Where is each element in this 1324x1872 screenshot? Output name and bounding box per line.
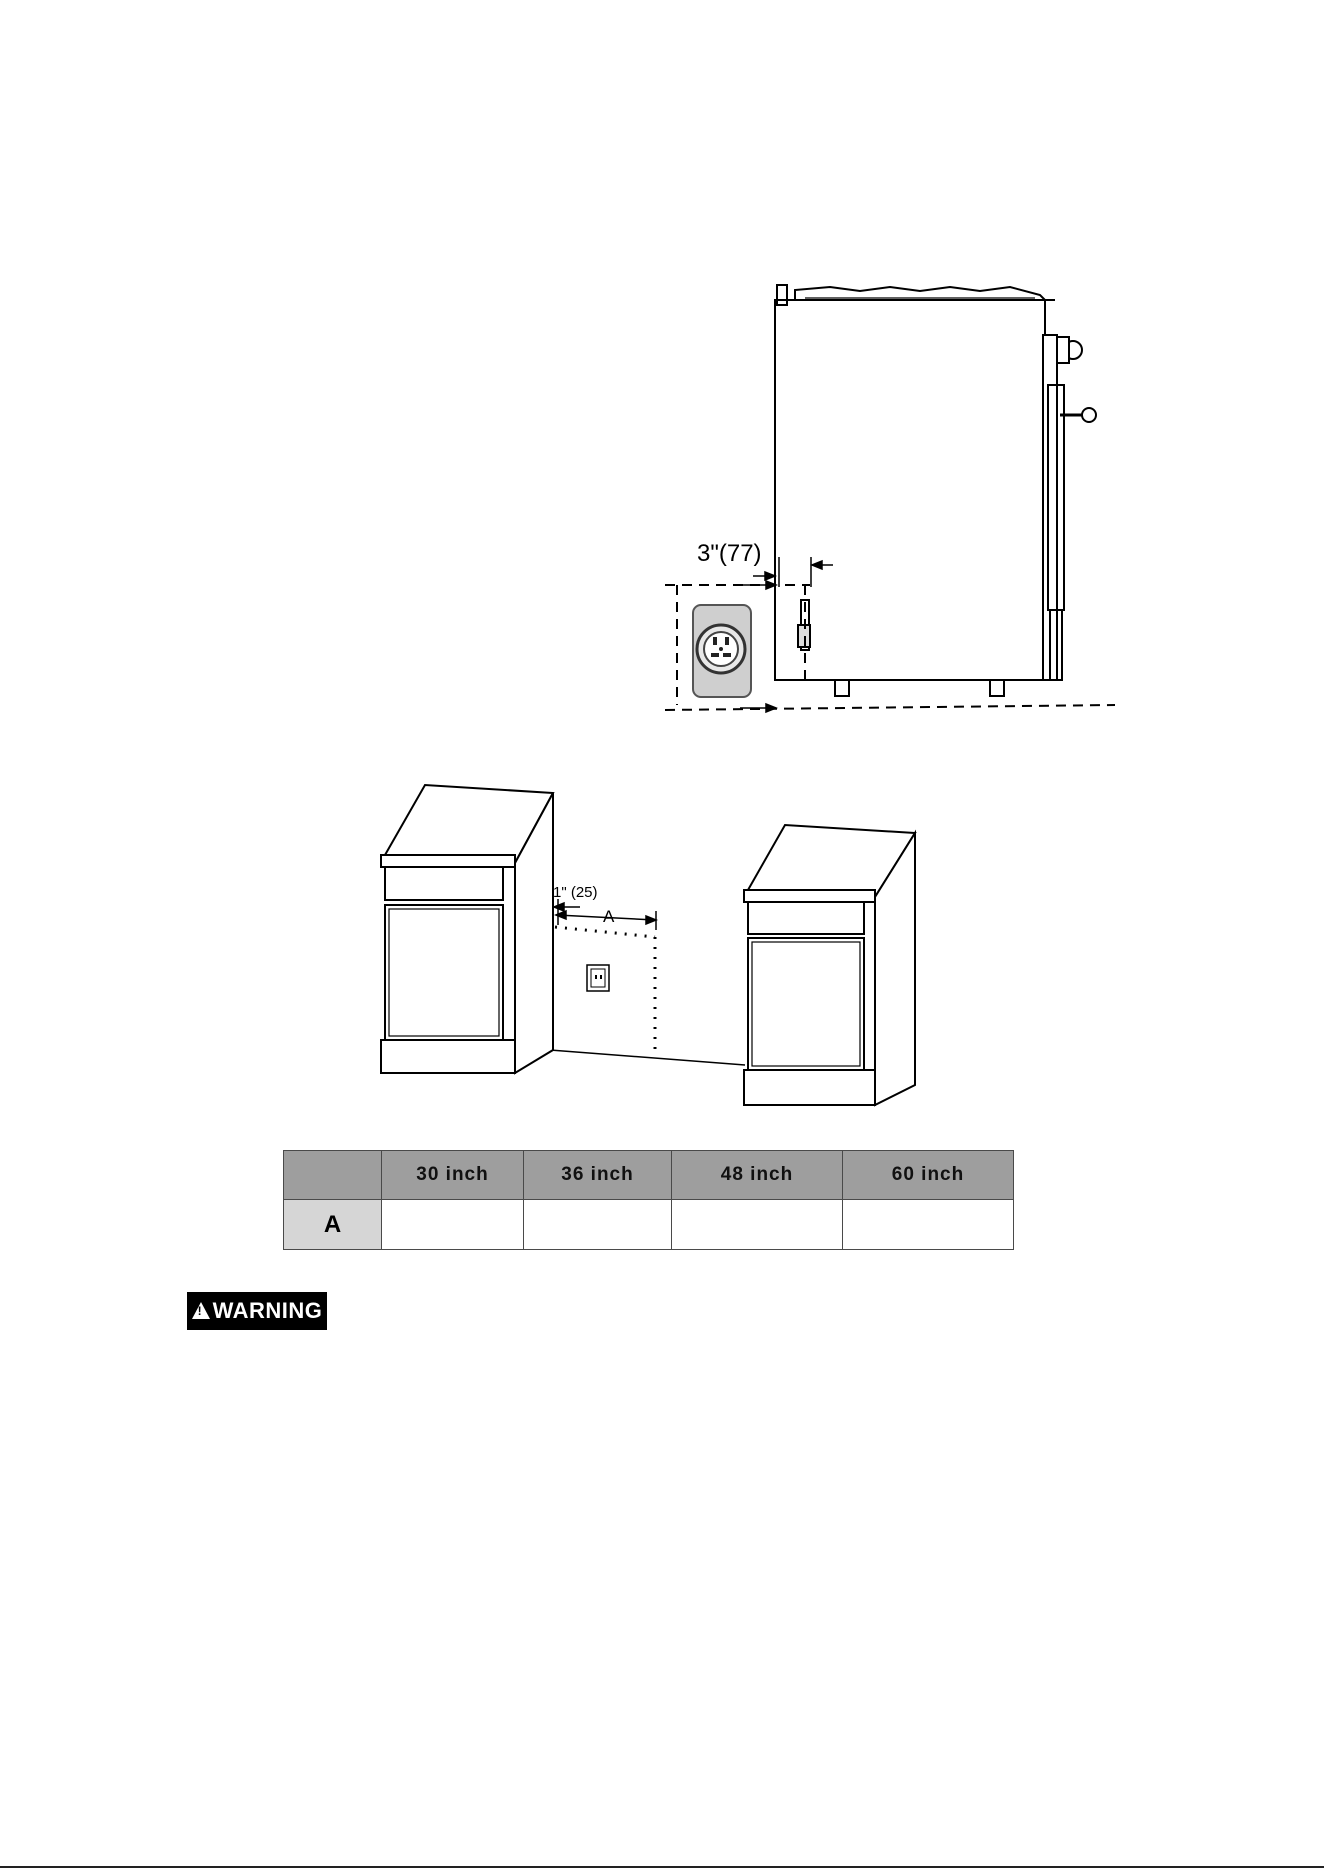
warning-triangle-icon [192, 1302, 210, 1319]
cell-a-30 [382, 1200, 524, 1250]
row-label-a: A [284, 1200, 382, 1250]
footer-divider [0, 1866, 1324, 1868]
left-cabinet [381, 785, 553, 1073]
cell-a-60 [843, 1200, 1014, 1250]
dimension-a-label: A [603, 907, 615, 926]
range-side-view-diagram [655, 265, 1255, 725]
header-48-inch: 48 inch [672, 1151, 843, 1200]
warning-badge [187, 1292, 327, 1330]
header-30-inch: 30 inch [382, 1151, 524, 1200]
table-corner-cell [284, 1151, 382, 1200]
range-body [775, 300, 1045, 680]
header-36-inch: 36 inch [524, 1151, 672, 1200]
cell-a-48 [672, 1200, 843, 1250]
wall-outlet-icon [587, 965, 609, 991]
cell-a-36 [524, 1200, 672, 1250]
right-cabinet [744, 825, 915, 1105]
cutout-dimension-table [283, 1150, 1014, 1250]
table-header-row [284, 1151, 1014, 1200]
warning-label: WARNING [212, 1298, 323, 1323]
table-row [284, 1200, 1014, 1250]
clearance-1in-label: 1" (25) [553, 884, 598, 901]
cabinet-opening-diagram [355, 775, 955, 1130]
header-60-inch: 60 inch [843, 1151, 1014, 1200]
receptacle-icon [693, 605, 751, 697]
clearance-3in-label: 3"(77) [697, 540, 762, 567]
